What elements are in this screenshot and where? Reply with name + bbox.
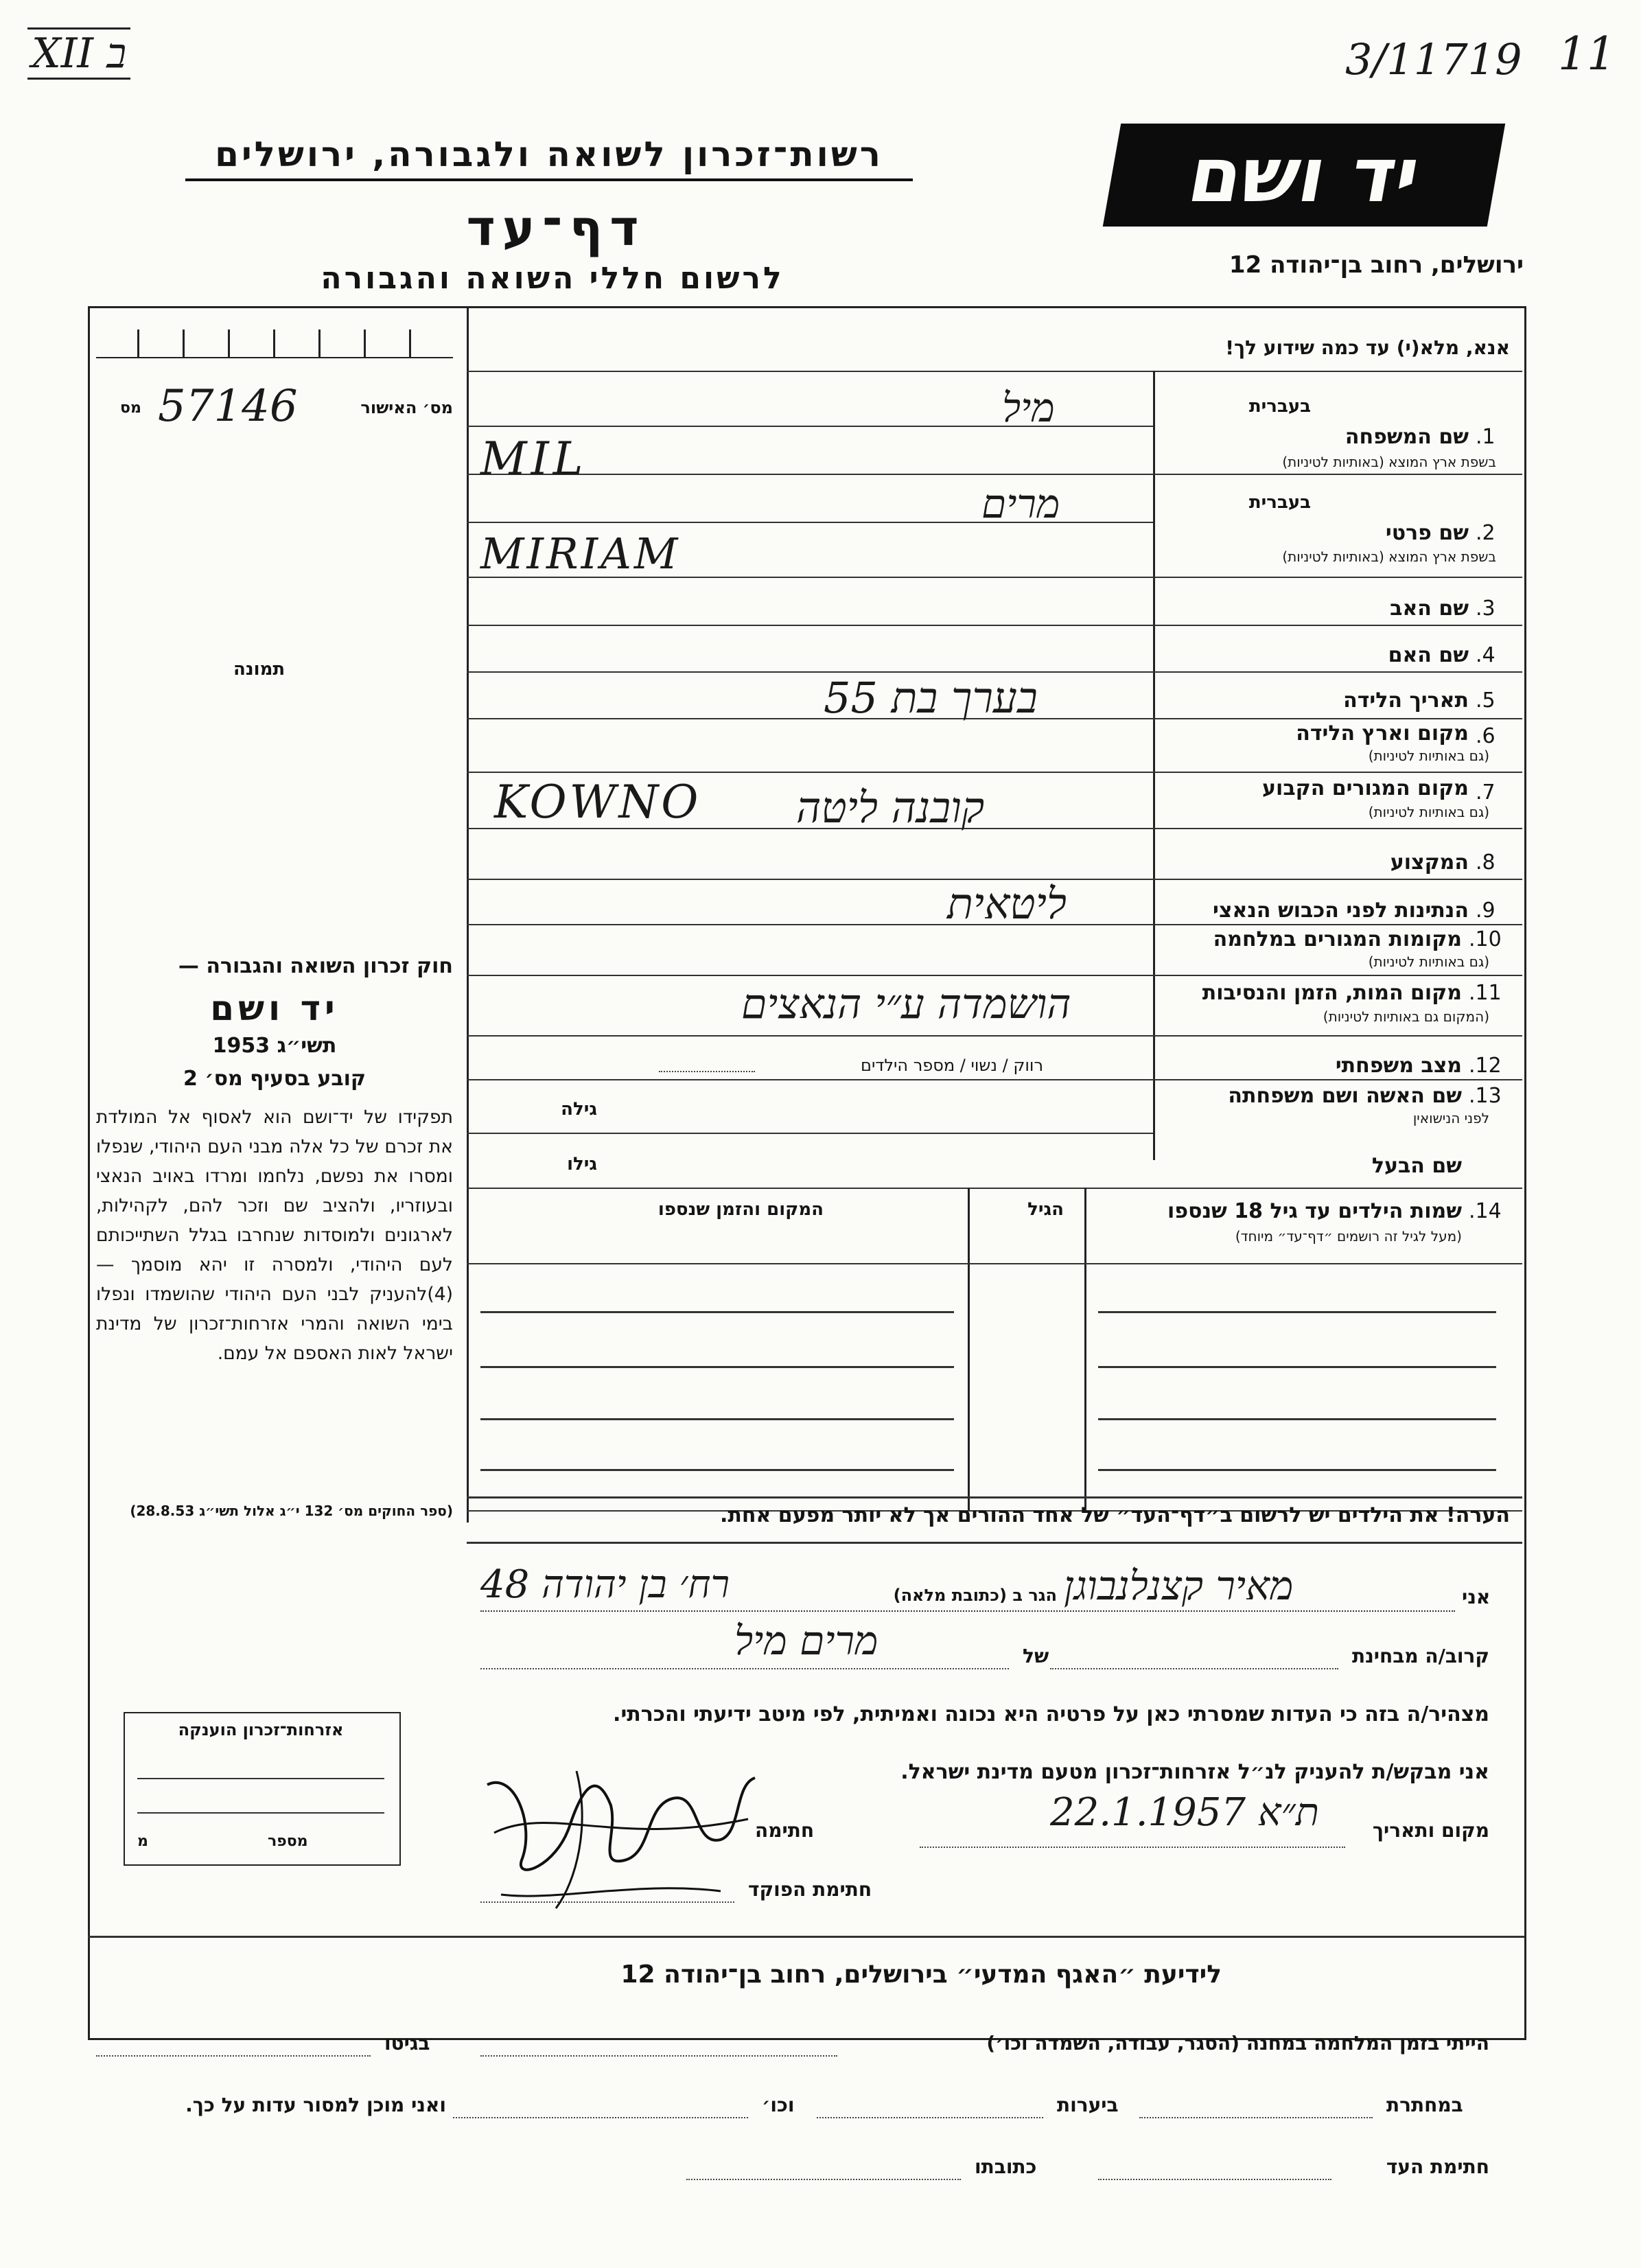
children-title: שמות הילדים עד גיל 18 שנספו: [1167, 1199, 1462, 1223]
bottom-line2-blank3: [453, 2117, 748, 2118]
bottom-line1-end: בגיטו: [384, 2032, 430, 2055]
signature: [474, 1744, 762, 1915]
field-7-sub: (גם באותיות לטיניות): [1368, 804, 1489, 820]
citizenship-rule-1: [137, 1778, 384, 1779]
note-top-rule: [467, 1496, 1522, 1498]
field-6-num: 6.: [1476, 724, 1495, 748]
relation-of: של: [1023, 1645, 1049, 1667]
address-line: ירושלים, רחוב בן־יהודה 12: [1229, 251, 1524, 279]
field-12-num: 12.: [1469, 1054, 1502, 1078]
field-13-sub: לפני הנישואין: [1412, 1110, 1489, 1126]
top-left-mark: XII ב: [27, 27, 130, 80]
bottom-line1-blank2: [96, 2055, 371, 2057]
officer-label: חתימת הפוקד: [748, 1878, 872, 1901]
registration-label: מס׳ האישור: [360, 398, 453, 417]
note-text: הערה! את הילדים יש לרשום ב״דף־העד״ של אחד ההורים אך לא יותר מפעם אחת.: [720, 1503, 1510, 1527]
law-clause: קובע בסעיף מס׳ 2: [183, 1067, 366, 1091]
field-1-num: 1.: [1476, 425, 1495, 449]
children-row-4b: [1098, 1469, 1496, 1471]
rule-6: [467, 772, 1522, 773]
relation-line: [1050, 1668, 1338, 1669]
law-citation: (ספר החוקים מס׳ 132 י״ג אלול תשי״ג 28.8.53): [130, 1503, 453, 1519]
law-year: תשי״ג 1953: [212, 1034, 337, 1058]
law-title: חוק זכרון השואה והגבורה —: [178, 954, 453, 978]
declaration-statement: מצהיר/ה בזה כי העדות שמסרתי כאן על פרטיה היא נכונה ואמיתית, לפי מיטב ידיעתי והכרתי.: [613, 1702, 1489, 1726]
residence-hebrew: קובנה ליטה: [796, 783, 985, 833]
bottom-line2-blank1: [1139, 2117, 1373, 2118]
registration-number-prefix: מס: [120, 400, 141, 417]
citizenship-number-suffix: מ: [137, 1833, 148, 1850]
children-row-1: [480, 1311, 954, 1313]
deceased-name: מרים מיל: [734, 1617, 878, 1664]
photo-label: תמונה: [233, 659, 286, 680]
children-header-rule: [467, 1263, 1522, 1264]
field-2-hebrew-tag: בעברית: [1248, 492, 1311, 513]
field-11-label: מקום המות, הזמן והנסיבות: [1202, 981, 1462, 1005]
law-name: יד ושם: [210, 988, 339, 1028]
field-8-label: המקצוע: [1390, 850, 1469, 875]
field-2-label: שם פרטי: [1385, 521, 1469, 545]
nationality-value: ליטאית: [947, 879, 1067, 929]
field-7-num: 7.: [1476, 780, 1495, 805]
children-num: 14.: [1469, 1199, 1502, 1223]
field-9-label: הנתינות לפני הכבוש הנאצי: [1213, 899, 1469, 923]
bottom-line3-blank2: [686, 2179, 961, 2180]
bottom-section-rule: [88, 1936, 1524, 1938]
place-date-line: [920, 1847, 1345, 1848]
form-title: דף־עד: [466, 199, 646, 257]
field-4-num: 4.: [1476, 643, 1495, 667]
instruction: אנא, מלא(י) עד כמה שידוע לך!: [1225, 336, 1510, 359]
field-1-sub: בשפת ארץ המוצא (באותיות לטיניות): [1282, 454, 1496, 470]
rule-14: [467, 1188, 1522, 1189]
field-7-label: מקום המגורים הקבוע: [1262, 776, 1469, 800]
field-8-num: 8.: [1476, 850, 1495, 875]
field-3-label: שם האב: [1390, 597, 1469, 621]
children-divider-1: [968, 1188, 970, 1510]
place-date-value: ת״א 22.1.1957: [1050, 1790, 1319, 1835]
authority-title: רשות־זכרון לשואה ולגבורה, ירושלים: [185, 135, 913, 181]
field-13-label: שם האשה ושם משפחתה: [1228, 1084, 1462, 1108]
field-1-label: שם המשפחה: [1345, 425, 1469, 449]
given-name-hebrew: מרים: [981, 481, 1060, 527]
registration-strip: [96, 329, 453, 358]
label-column-divider: [1153, 371, 1155, 1160]
children-row-1b: [1098, 1311, 1496, 1313]
given-name-latin: MIRIAM: [480, 529, 681, 579]
page-number: 11: [1558, 27, 1616, 80]
field-13-num: 13.: [1469, 1084, 1502, 1108]
bottom-line3-blank1: [1098, 2179, 1331, 2180]
field-5-label: תאריך הלידה: [1343, 688, 1469, 713]
residence-latin: KOWNO: [494, 776, 701, 829]
rule-3: [467, 625, 1522, 626]
children-row-3: [480, 1418, 954, 1420]
field-6-sub: (גם באותיות לטיניות): [1368, 748, 1489, 764]
children-col-place: המקום והזמן שנספו: [657, 1199, 824, 1220]
instruction-rule: [467, 371, 1522, 372]
wife-age-label: גילה: [561, 1099, 597, 1120]
children-row-4: [480, 1469, 954, 1471]
declaration-resident: הגר ב (כתובת מלאה): [893, 1586, 1057, 1605]
declarant-line: [480, 1610, 1455, 1612]
bottom-line2-start: במחתרת: [1386, 2094, 1463, 2116]
field-3-num: 3.: [1476, 597, 1495, 621]
registration-number: 57146: [158, 381, 298, 432]
field-9-num: 9.: [1476, 899, 1495, 923]
bottom-line3-mid: כתובתו: [975, 2155, 1037, 2178]
rule-1b: [467, 474, 1522, 475]
declarant-name: מאיר קצנלנבוגן: [1064, 1562, 1294, 1609]
death-circumstances-value: הושמדה ע״י הנאצים: [741, 980, 1071, 1028]
field-6-label: מקום וארץ הלידה: [1296, 721, 1469, 745]
children-subtitle: (מעל לגיל זה רושמים ״דף־עד״ מיוחד): [1235, 1228, 1462, 1245]
declarant-address: רח׳ בן יהודה 48: [480, 1562, 730, 1607]
rule-13: [467, 1133, 1153, 1134]
relation-label: קרוב/ה מבחינת: [1351, 1645, 1489, 1667]
surname-latin: MIL: [480, 432, 587, 485]
rule-11: [467, 1035, 1522, 1037]
deceased-line: [480, 1668, 1009, 1669]
rule-12: [467, 1079, 1522, 1080]
bottom-line2-end: ואני מוכן למסור עדות על כך.: [185, 2094, 446, 2116]
marital-status-options: רווק / נשוי / מספר הילדים: [861, 1056, 1043, 1075]
bottom-line3-start: חתימת העד: [1386, 2155, 1489, 2178]
field-5-num: 5.: [1476, 688, 1495, 713]
children-row-3b: [1098, 1418, 1496, 1420]
children-row-2: [480, 1366, 954, 1368]
field-10-label: מקומות המגורים במלחמה: [1213, 927, 1462, 951]
field-2-sub: בשפת ארץ המוצא (באותיות לטיניות): [1282, 548, 1496, 565]
field-2-num: 2.: [1476, 521, 1495, 545]
bottom-title: לידיעת ״האגף המדעי״ בירושלים, רחוב בן־יהודה 12: [620, 1960, 1222, 1989]
children-divider-2: [1084, 1188, 1086, 1510]
field-10-sub: (גם באותיות לטיניות): [1368, 953, 1489, 970]
place-date-label: מקום ותאריך: [1372, 1819, 1489, 1842]
citizenship-number-label: מספר: [268, 1833, 308, 1850]
citizenship-title: אזרחות־זכרון הוענקה: [178, 1720, 344, 1739]
declaration-prefix: אני: [1462, 1586, 1491, 1608]
children-col-age: הגיל: [1027, 1199, 1064, 1220]
birth-date-value: בערך בת 55: [824, 673, 1038, 723]
bottom-line2-blank2: [817, 2117, 1043, 2118]
note-bottom-rule: [467, 1542, 1522, 1544]
field-12-label: מצב משפחתי: [1335, 1054, 1462, 1078]
field-11-sub: (המקום גם באותיות לטיניות): [1323, 1008, 1489, 1025]
husband-age-label: גילו: [567, 1154, 597, 1174]
form-subtitle: לרשום חללי השואה והגבורה: [321, 261, 784, 296]
children-row-2b: [1098, 1366, 1496, 1368]
marital-status-dots: [659, 1071, 755, 1072]
surname-hebrew: מיל: [1002, 384, 1055, 431]
bottom-line2-mid2: וכו׳: [762, 2094, 795, 2116]
bottom-line2-mid1: ביערות: [1057, 2094, 1119, 2116]
field-1-hebrew-tag: בעברית: [1248, 396, 1311, 417]
declaration-request: אני מבקש/ת להעניק לנ״ל אזרחות־זכרון מטעם מדינת ישראל.: [900, 1760, 1489, 1784]
archive-number: 3/11719: [1345, 34, 1522, 84]
signature-label: חתימה: [755, 1819, 815, 1842]
citizenship-rule-2: [137, 1812, 384, 1814]
yad-vashem-logo: יד ושם: [1103, 124, 1505, 227]
bottom-line1-blank: [480, 2055, 837, 2057]
field-10-num: 10.: [1469, 927, 1502, 951]
law-body: תפקידו של יד־ושם הוא לאסוף אל המולדת את זכרם של כל אלה מבני העם היהודי, שנפלו ומסרו את נפשם, נלחמו ומרדו באויב הנאצי ובעוזריו, ולהציב שם וזכר להם, לקהילות, לארגונים ולמוסדות שנחרבו בגלל השתייכותם לעם היהודי, ולמסרה זו יהא מוסמך — (4)להעניק לבני העם היהודי שהושמדו ונפלו בימי השואה והמרי אזרחות־זכרון של מדינת ישראל לאות האספם אל עמם.: [96, 1107, 453, 1364]
field-4-label: שם האם: [1388, 643, 1469, 667]
husband-label: שם הבעל: [1371, 1154, 1462, 1178]
rule-10: [467, 975, 1522, 976]
left-column-divider: [467, 308, 469, 1523]
field-11-num: 11.: [1469, 981, 1502, 1005]
bottom-line1: הייתי בזמן המלחמה במחנה (הסגר, עבודה, השמדה וכו׳): [986, 2032, 1489, 2055]
